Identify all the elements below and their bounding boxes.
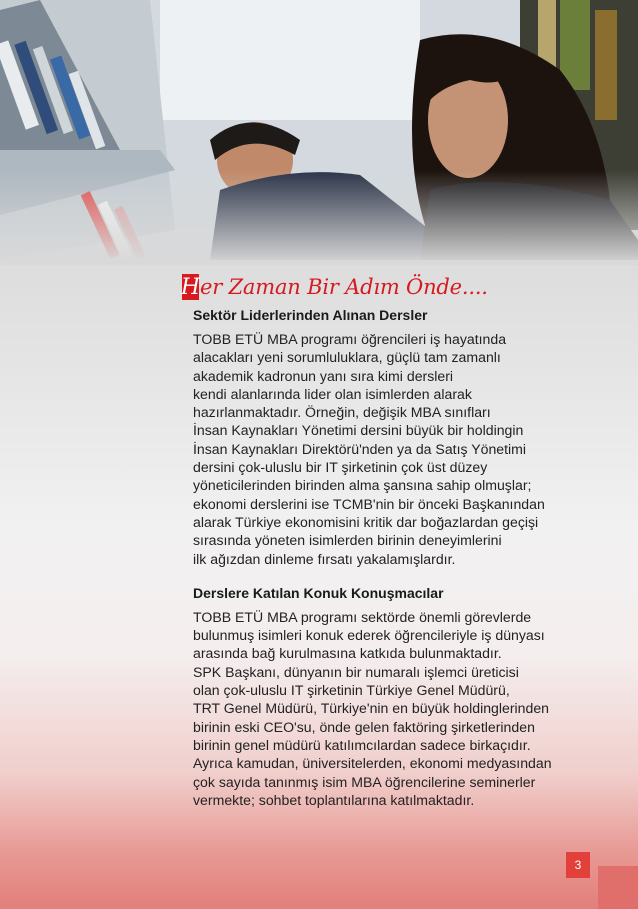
paragraph-line: alacakları yeni sorumluluklara, güçlü tam zamanlı [193,349,501,366]
paragraph-line: hazırlanmaktadır. Örneğin, değişik MBA sınıfları [193,404,491,421]
section-heading: Derslere Katılan Konuk Konuşmacılar [193,584,444,601]
paragraph-line: arasında bağ kurulmasına katkıda bulunmaktadır. [193,645,502,662]
paragraph-line: Ayrıca kamudan, üniversitelerden, ekonomi medyasından [193,755,552,772]
corner-tab [598,866,638,909]
paragraph-line: alarak Türkiye ekonomisini kritik dar boğazlardan geçişi [193,513,539,530]
headline [182,272,578,302]
paragraph-line: sırasında yöneten isimlerden birinin deneyimlerini [193,532,502,549]
page-number: 3 [566,852,590,878]
paragraph-line: dersini çok-uluslu bir IT şirketinin çok üst düzey [193,459,488,476]
headline-initial: H [180,274,201,300]
headline-text: er Zaman Bir Adım Önde.... [200,275,488,299]
paragraph-line: yöneticilerinden birinden alma şansına sahip olmuşlar; [193,477,532,494]
paragraph-line: TOBB ETÜ MBA programı sektörde önemli görevlerde [193,608,532,625]
paragraph-line: kendi alanlarında lider olan isimlerden alarak [193,385,472,402]
paragraph-line: birinin genel müdürü katılımcılardan sadece birkaçıdır. [193,736,531,753]
paragraph-line: birinin eski CEO'su, önde gelen faktöring şirketlerinden [193,718,535,735]
section-paragraph [193,330,578,568]
paragraph-line: bulunmuş isimleri konuk ederek öğrencileriyle iş dünyası [193,627,545,644]
paragraph-line: İnsan Kaynakları Direktörü'nden ya da Satış Yönetimi [193,440,527,457]
paragraph-line: olan çok-uluslu IT şirketinin Türkiye Genel Müdürü, [193,682,510,699]
paragraph-line: TRT Genel Müdürü, Türkiye'nin en büyük holdinglerinden [193,700,550,717]
section-heading: Sektör Liderlerinden Alınan Dersler [193,307,428,323]
article-body [180,272,578,826]
paragraph-line: akademik kadronun yanı sıra kimi dersleri [193,367,454,384]
paragraph-line: TOBB ETÜ MBA programı öğrencileri iş hayatında [193,331,507,347]
photo-fade [0,170,638,265]
paragraph-line: İnsan Kaynakları Yönetimi dersini büyük bir holdingin [193,422,524,439]
paragraph-line: çok sayıda tanınmış isim MBA öğrencilerine seminerler [193,773,536,790]
paragraph-line: ekonomi derslerini ise TCMB'nin bir önceki Başkanından [193,495,545,512]
section-paragraph [193,608,578,809]
paragraph-line: SPK Başkanı, dünyanın bir numaralı işlemci üreticisi [193,663,519,680]
paragraph-line: vermekte; sohbet toplantılarına katılmaktadır. [193,791,475,808]
paragraph-line: ilk ağızdan dinleme fırsatı yakalamışlardır. [193,550,456,567]
